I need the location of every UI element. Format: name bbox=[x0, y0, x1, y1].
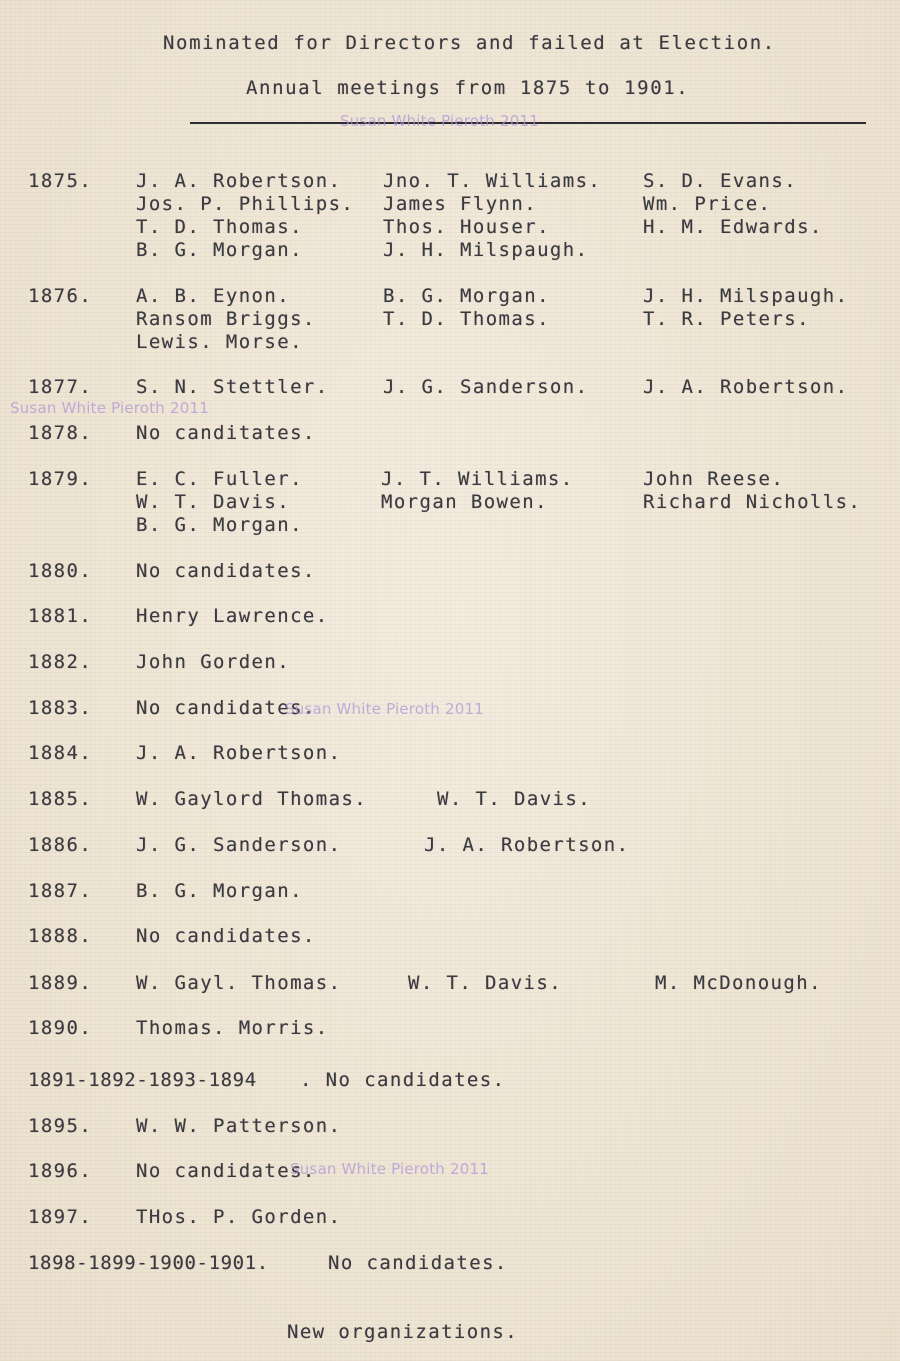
nominee-name: J. A. Robertson. bbox=[136, 170, 342, 192]
nominee-name: James Flynn. bbox=[383, 193, 538, 215]
nominee-name: E. C. Fuller. bbox=[136, 468, 303, 490]
nominee-name: T. D. Thomas. bbox=[136, 216, 303, 238]
year-label: 1887. bbox=[28, 880, 93, 902]
nominee-name: B. G. Morgan. bbox=[136, 239, 303, 261]
year-label: 1880. bbox=[28, 560, 93, 582]
year-label: 1875. bbox=[28, 170, 93, 192]
nominee-name: Jno. T. Williams. bbox=[383, 170, 602, 192]
year-label: 1879. bbox=[28, 468, 93, 490]
watermark: Susan White Pieroth 2011 bbox=[290, 1160, 489, 1178]
nominee-name: J. A. Robertson. bbox=[136, 742, 342, 764]
year-label: 1884. bbox=[28, 742, 93, 764]
year-label: 1878. bbox=[28, 422, 93, 444]
year-label: 1891-1892-1893-1894 bbox=[28, 1069, 257, 1091]
page-subtitle: Annual meetings from 1875 to 1901. bbox=[246, 77, 690, 99]
nominee-name: M. McDonough. bbox=[655, 972, 822, 994]
nominee-name: Wm. Price. bbox=[643, 193, 772, 215]
year-label: 1877. bbox=[28, 376, 93, 398]
year-label: 1876. bbox=[28, 285, 93, 307]
year-label: 1883. bbox=[28, 697, 93, 719]
nominee-name: No candidates. bbox=[136, 560, 316, 582]
nominee-name: H. M. Edwards. bbox=[643, 216, 823, 238]
nominee-name: No candidates. bbox=[328, 1252, 508, 1274]
year-label: 1886. bbox=[28, 834, 93, 856]
nominee-name: W. Gaylord Thomas. bbox=[136, 788, 368, 810]
year-label: 1896. bbox=[28, 1160, 93, 1182]
nominee-name: No candidates. bbox=[136, 925, 316, 947]
nominee-name: Jos. P. Phillips. bbox=[136, 193, 355, 215]
nominee-name: W. T. Davis. bbox=[408, 972, 563, 994]
nominee-name: J. G. Sanderson. bbox=[136, 834, 342, 856]
watermark: Susan White Pieroth 2011 bbox=[285, 700, 484, 718]
nominee-name: No candidates. bbox=[136, 1160, 316, 1182]
nominee-name: Thos. Houser. bbox=[383, 216, 550, 238]
nominee-name: W. Gayl. Thomas. bbox=[136, 972, 342, 994]
watermark: Susan White Pieroth 2011 bbox=[10, 399, 209, 417]
watermark: Susan White Pieroth 2011 bbox=[340, 112, 539, 130]
nominee-name: J. H. Milspaugh. bbox=[643, 285, 849, 307]
nominee-name: S. D. Evans. bbox=[643, 170, 798, 192]
nominee-name: Thomas. Morris. bbox=[136, 1017, 329, 1039]
nominee-name: Richard Nicholls. bbox=[643, 491, 862, 513]
year-label: 1885. bbox=[28, 788, 93, 810]
nominee-name: T. D. Thomas. bbox=[383, 308, 550, 330]
nominee-name: T. R. Peters. bbox=[643, 308, 810, 330]
nominee-name: S. N. Stettler. bbox=[136, 376, 329, 398]
nominee-name: W. W. Patterson. bbox=[136, 1115, 342, 1137]
nominee-name: Henry Lawrence. bbox=[136, 605, 329, 627]
year-label: 1889. bbox=[28, 972, 93, 994]
nominee-name: B. G. Morgan. bbox=[136, 514, 303, 536]
nominee-name: Morgan Bowen. bbox=[381, 491, 548, 513]
year-label: 1890. bbox=[28, 1017, 93, 1039]
year-label: 1895. bbox=[28, 1115, 93, 1137]
nominee-name: John Gorden. bbox=[136, 651, 291, 673]
year-label: 1881. bbox=[28, 605, 93, 627]
page-title: Nominated for Directors and failed at Election. bbox=[163, 32, 776, 54]
nominee-name: B. G. Morgan. bbox=[383, 285, 550, 307]
nominee-name: A. B. Eynon. bbox=[136, 285, 291, 307]
nominee-name: THos. P. Gorden. bbox=[136, 1206, 342, 1228]
nominee-name: No canditates. bbox=[136, 422, 316, 444]
nominee-name: No candidates. bbox=[136, 697, 316, 719]
year-label: 1897. bbox=[28, 1206, 93, 1228]
footer-heading: New organizations. bbox=[287, 1321, 519, 1343]
nominee-name: J. T. Williams. bbox=[381, 468, 574, 490]
year-label: 1882. bbox=[28, 651, 93, 673]
nominee-name: John Reese. bbox=[643, 468, 785, 490]
nominee-name: Ransom Briggs. bbox=[136, 308, 316, 330]
year-label: 1888. bbox=[28, 925, 93, 947]
nominee-name: J. A. Robertson. bbox=[643, 376, 849, 398]
nominee-name: J. H. Milspaugh. bbox=[383, 239, 589, 261]
nominee-name: W. T. Davis. bbox=[136, 491, 291, 513]
year-label: 1898-1899-1900-1901. bbox=[28, 1252, 269, 1274]
nominee-name: B. G. Morgan. bbox=[136, 880, 303, 902]
nominee-name: W. T. Davis. bbox=[437, 788, 592, 810]
nominee-name: J. A. Robertson. bbox=[424, 834, 630, 856]
nominee-name: Lewis. Morse. bbox=[136, 331, 303, 353]
nominee-name: . No candidates. bbox=[300, 1069, 506, 1091]
nominee-name: J. G. Sanderson. bbox=[383, 376, 589, 398]
